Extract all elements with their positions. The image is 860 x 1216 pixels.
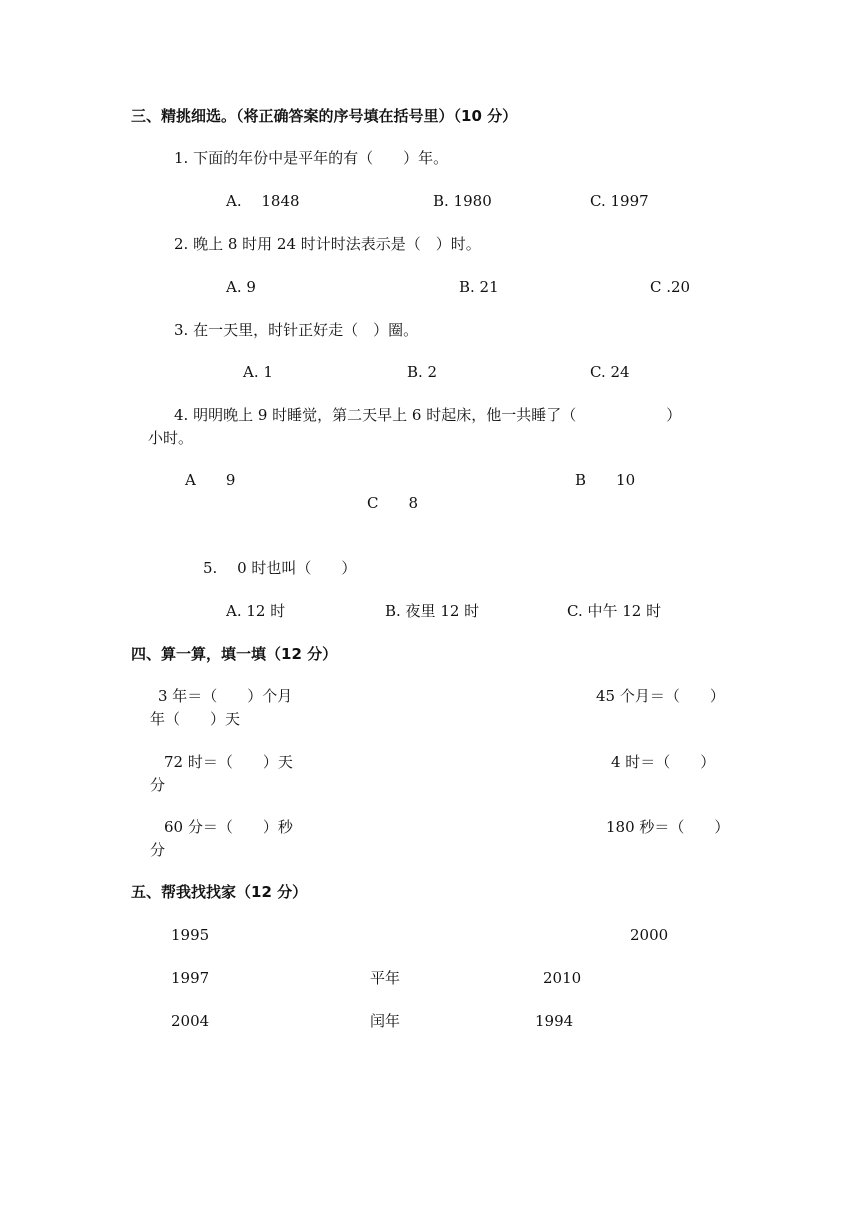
section-5-heading: 五、帮我找找家（12 分）	[131, 883, 308, 901]
question-5-option-a: A. 12 时	[226, 602, 286, 620]
section-3-heading: 三、精挑细选。（将正确答案的序号填在括号里）（10 分）	[131, 107, 518, 125]
question-2-option-b: B. 21	[459, 278, 499, 296]
conversion-2-left: 72 时＝（ ）天	[164, 753, 293, 771]
question-1-option-a: A. 1848	[226, 192, 300, 210]
question-4-stem: 4. 明明晚上 9 时睡觉，第二天早上 6 时起床，他一共睡了（ ）	[174, 406, 682, 424]
question-2-stem: 2. 晚上 8 时用 24 时计时法表示是（ ）时。	[174, 235, 481, 253]
section-4-heading: 四、算一算，填一填（12 分）	[131, 645, 338, 663]
question-2-option-c: C .20	[650, 278, 691, 296]
label-common-year: 平年	[370, 969, 401, 987]
question-3-stem: 3. 在一天里，时针正好走（ ）圈。	[174, 321, 419, 339]
conversion-3-left: 60 分＝（ ）秒	[164, 818, 293, 836]
question-3-option-c: C. 24	[590, 363, 630, 381]
question-5-stem: 5. 0 时也叫（ ）	[203, 559, 357, 577]
label-leap-year: 闰年	[370, 1012, 401, 1030]
question-5-option-b: B. 夜里 12 时	[385, 602, 480, 620]
year-2000: 2000	[630, 926, 669, 944]
conversion-3-continued: 分	[150, 841, 166, 859]
conversion-1-continued: 年（ ）天	[150, 710, 241, 728]
question-4-option-c: C 8	[367, 494, 419, 512]
question-5-option-c: C. 中午 12 时	[567, 602, 662, 620]
question-1-stem: 1. 下面的年份中是平年的有（ ）年。	[174, 149, 449, 167]
question-3-option-b: B. 2	[407, 363, 438, 381]
question-2-option-a: A. 9	[226, 278, 256, 296]
question-1-option-b: B. 1980	[433, 192, 492, 210]
conversion-1-left: 3 年＝（ ）个月	[158, 687, 293, 705]
year-1995: 1995	[171, 926, 210, 944]
conversion-2-continued: 分	[150, 776, 166, 794]
question-3-option-a: A. 1	[243, 363, 273, 381]
question-1-option-c: C. 1997	[590, 192, 649, 210]
question-4-option-a: A 9	[185, 471, 236, 489]
question-4-option-b: B 10	[575, 471, 636, 489]
conversion-3-right: 180 秒＝（ ）	[606, 818, 730, 836]
year-2004: 2004	[171, 1012, 210, 1030]
conversion-2-right: 4 时＝（ ）	[611, 753, 716, 771]
conversion-1-right: 45 个月＝（ ）	[596, 687, 725, 705]
question-4-stem-continued: 小时。	[148, 429, 194, 447]
year-1997: 1997	[171, 969, 210, 987]
year-1994: 1994	[535, 1012, 574, 1030]
year-2010: 2010	[543, 969, 582, 987]
